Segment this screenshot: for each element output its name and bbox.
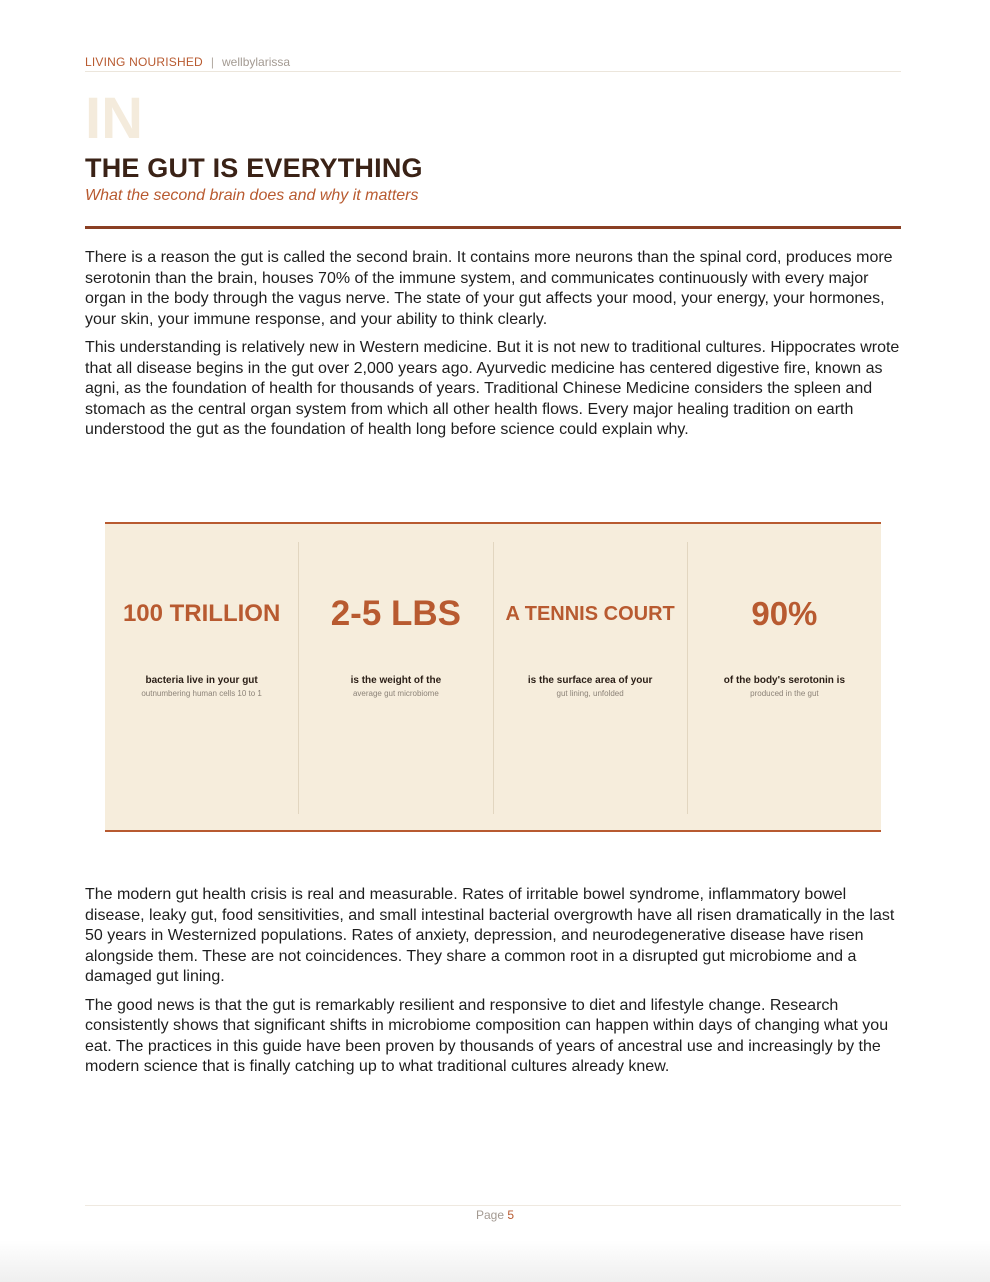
- stat-value: 90%: [751, 595, 818, 632]
- stat-subtext: average gut microbiome: [352, 689, 439, 698]
- page-footer: [0, 1208, 990, 1222]
- stat-label: of the body's serotonin is: [723, 675, 846, 686]
- stats-panel: [105, 522, 881, 832]
- stat-label: is the surface area of your: [527, 675, 653, 686]
- stat-subtext: gut lining, unfolded: [556, 689, 624, 698]
- page-edge-shadow: [0, 1240, 990, 1282]
- chapter-mark: IN: [85, 86, 143, 151]
- stat-value: A TENNIS COURT: [505, 602, 675, 625]
- stat-label: is the weight of the: [350, 675, 442, 686]
- paragraph: The good news is that the gut is remarkably resilient and responsive to diet and lifestyle change. Research consistently shows that significant shifts in microbiome composition can happen within days of changing what you eat. The practices in this guide have been proven by thousands of years of ancestral use and increasingly by the modern science that is finally catching up to what traditional cultures already knew.: [85, 996, 889, 1075]
- stat-card: [688, 542, 881, 814]
- stat-subtext: produced in the gut: [750, 689, 819, 698]
- stat-value: 100 TRILLION: [122, 600, 281, 627]
- stat-label: bacteria live in your gut: [145, 675, 258, 686]
- title-divider: [85, 226, 901, 229]
- chapter-subtitle: What the second brain does and why it matters: [85, 187, 419, 204]
- stat-card: [105, 542, 299, 814]
- brand-name: LIVING NOURISHED: [85, 55, 203, 69]
- stat-subtext: outnumbering human cells 10 to 1: [141, 689, 262, 698]
- intro-text: [85, 248, 901, 449]
- chapter-title: THE GUT IS EVERYTHING: [85, 153, 423, 183]
- header-separator: |: [210, 55, 215, 69]
- paragraph: The modern gut health crisis is real and measurable. Rates of irritable bowel syndrome, inflammatory bowel disease, leaky gut, food sensitivities, and small intestinal bacterial overgrowth have all risen dramatically in the last 50 years in Westernized populations. Rates of anxiety, depression, and neurodegenerative disease have risen alongside them. These are not coincidences. They share a common root in a disrupted gut microbiome and a damaged gut lining.: [85, 886, 895, 985]
- page-label: Page: [475, 1208, 504, 1222]
- paragraph: This understanding is relatively new in Western medicine. But it is not new to traditional cultures. Hippocrates wrote that all disease begins in the gut over 2,000 years ago. Ayurvedic medicine has centered digestive fire, known as agni, as the foundation of health for thousands of years. Traditional Chinese Medicine considers the spleen and stomach as the central organ system from which all other health flows. Every major healing tradition on earth understood the gut as the foundation of health long before science could explain why.: [85, 339, 900, 438]
- stat-card: [299, 542, 493, 814]
- footer-divider: [85, 1205, 901, 1206]
- running-header: [85, 55, 901, 72]
- author-handle: wellbylarissa: [222, 55, 291, 69]
- paragraph: There is a reason the gut is called the second brain. It contains more neurons than the spinal cord, produces more serotonin than the brain, houses 70% of the immune system, and communicates continuously with every major organ in the body through the vagus nerve. The state of your gut affects your mood, your energy, your hormones, your skin, your immune response, and your ability to think clearly.: [85, 249, 893, 328]
- page-number: 5: [507, 1208, 515, 1222]
- closing-text: [85, 885, 901, 1086]
- stat-value: 2-5 LBS: [330, 594, 462, 633]
- stat-card: [494, 542, 688, 814]
